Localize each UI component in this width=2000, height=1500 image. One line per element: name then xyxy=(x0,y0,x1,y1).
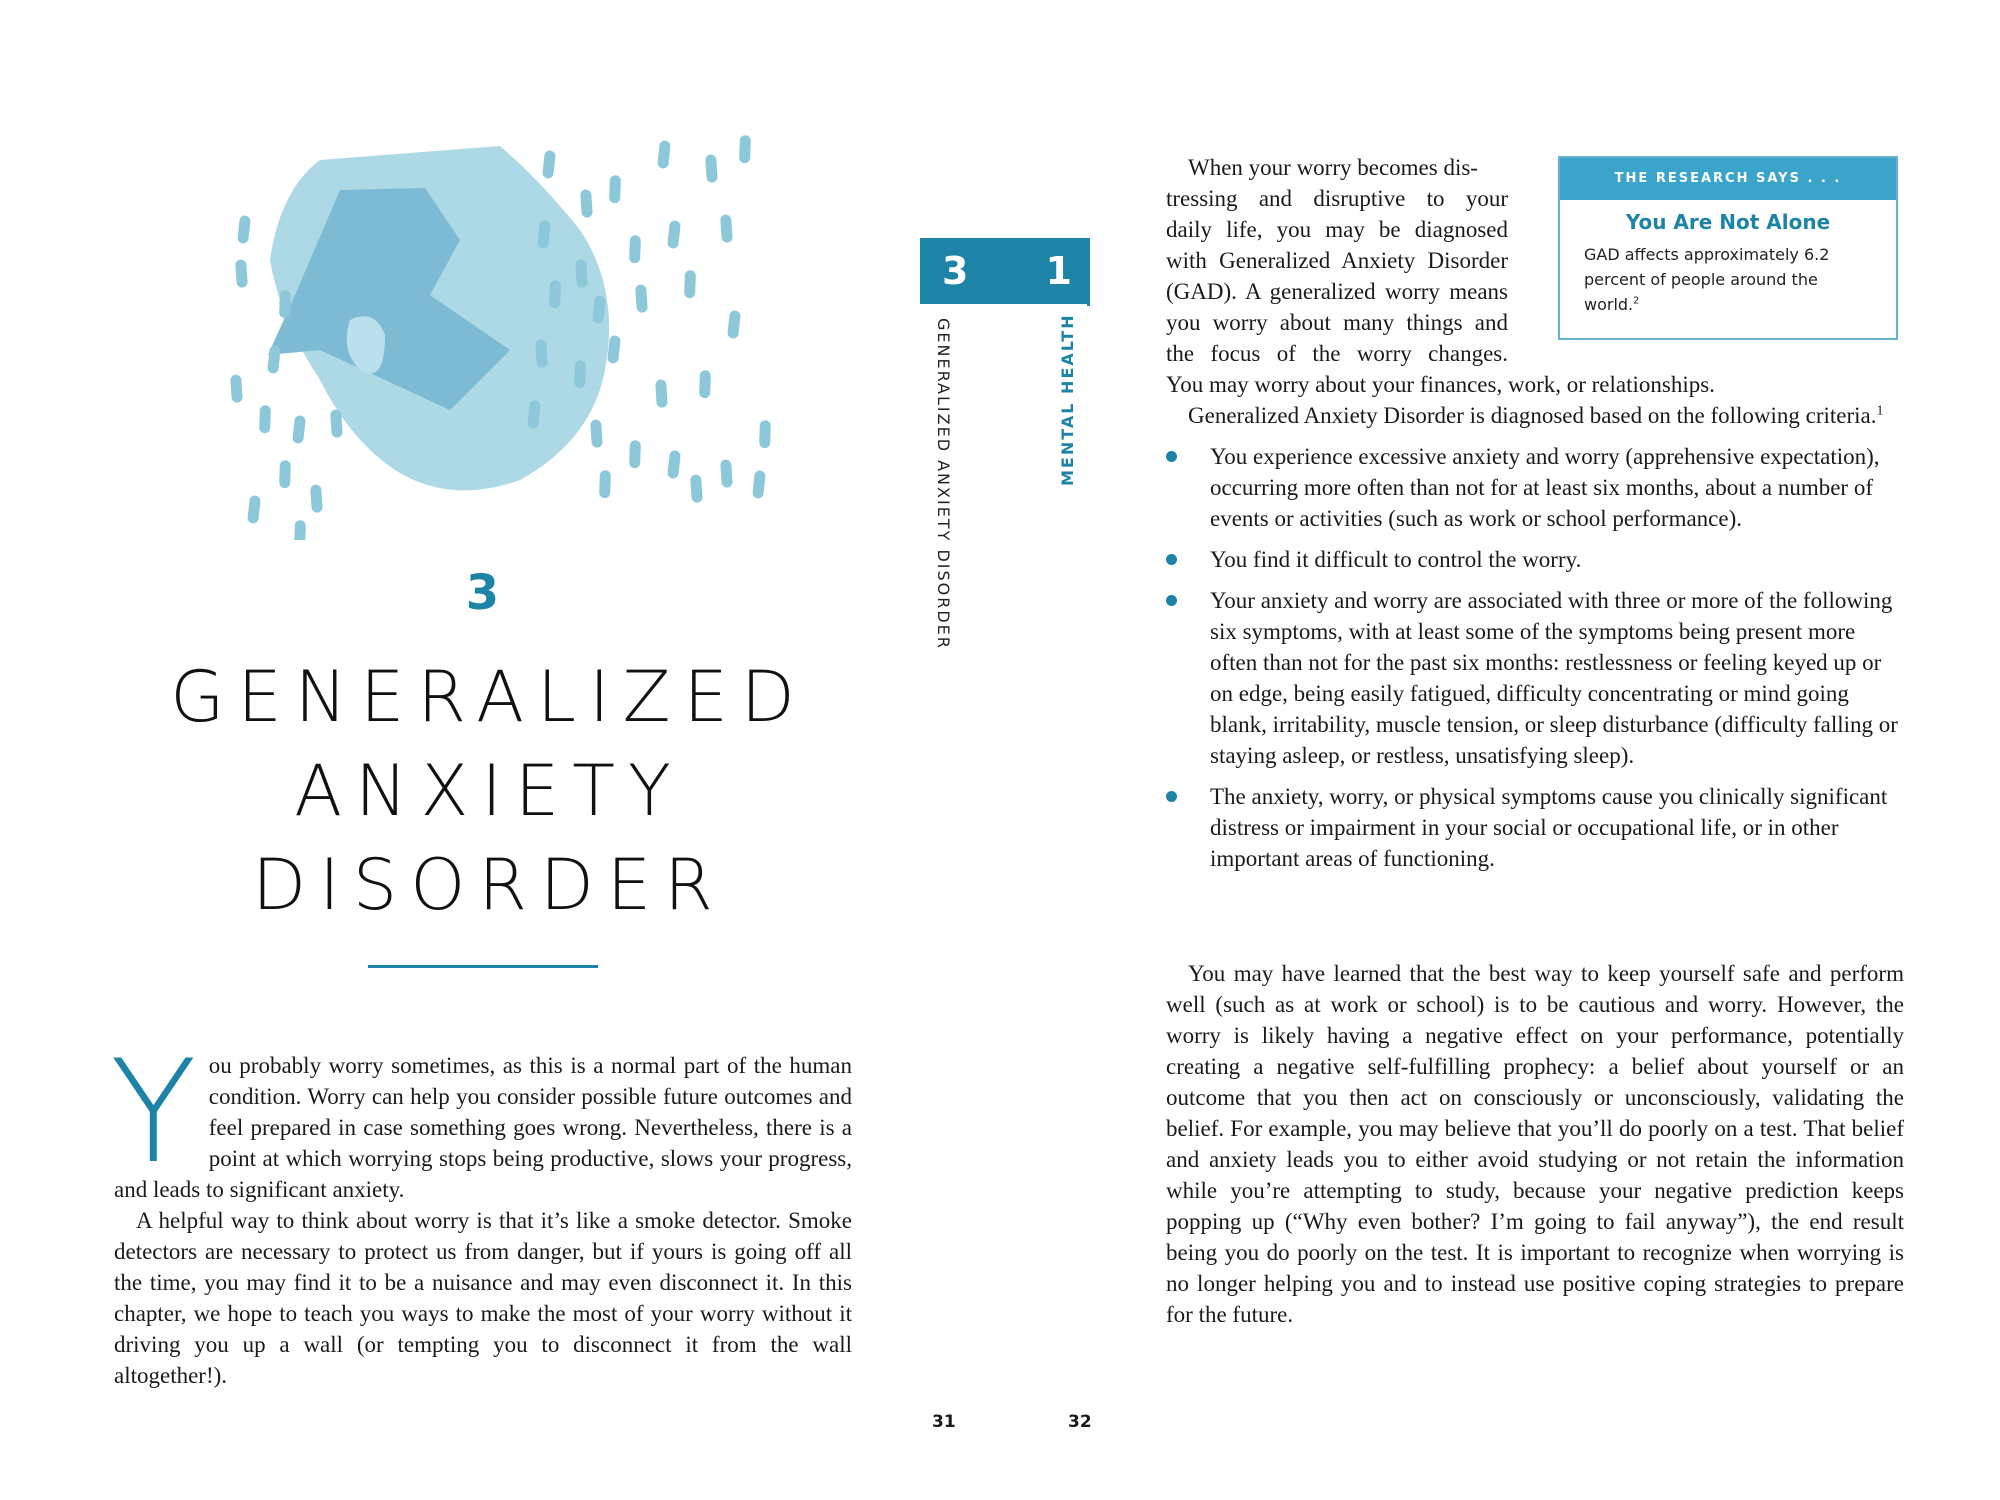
dash-mark xyxy=(752,470,766,499)
intro-text xyxy=(110,1030,852,1391)
criteria-text-1: You experience excessive anxiety and worry (apprehensive expectation), occurring more often than not for at least six months, about a number of events or activities (such as work or school performance). xyxy=(1210,444,1880,531)
dash-mark xyxy=(279,460,291,488)
criteria-text-2: You find it difficult to control the worry. xyxy=(1210,547,1582,572)
dash-mark xyxy=(667,450,681,479)
dash-mark xyxy=(609,175,621,203)
dash-mark xyxy=(310,484,323,513)
criteria-text-4: The anxiety, worry, or physical symptoms cause you clinically significant distress or impairment in your social or occupational life, or in other important areas of functioning. xyxy=(1210,784,1888,871)
criteria-footnote-ref: 1 xyxy=(1876,402,1884,418)
list-item xyxy=(1166,585,1904,771)
dash-mark xyxy=(237,215,251,244)
dash-mark xyxy=(542,150,556,179)
dash-mark xyxy=(590,419,603,448)
page-number-left: 31 xyxy=(932,1412,956,1432)
title-line-1: GENERALIZED xyxy=(170,656,808,738)
dash-mark xyxy=(739,135,751,163)
dash-mark xyxy=(267,345,281,374)
dash-mark xyxy=(230,374,243,403)
criteria-intro xyxy=(1166,400,1904,431)
sidebar-title: You Are Not Alone xyxy=(1625,210,1831,234)
intro-paragraph-2: A helpful way to think about worry is that it’s like a smoke detector. Smoke detectors are necessary to protect us from danger, but if yours is going off all the time, you may find it to be a nuisance and may even disconnect it. In this chapter, we hope to teach you ways to make the most of your worry without it driving you up a wall (or tempting you to disconnect it from the wall altogether!). xyxy=(114,1208,852,1388)
lead-tail: You may worry about your finances, work, or relationships. xyxy=(1166,372,1715,397)
section-tab-number: 1 xyxy=(1045,249,1072,293)
dash-mark xyxy=(690,474,703,503)
criteria-list xyxy=(1166,441,1904,874)
drop-cap: Y xyxy=(110,1030,197,1195)
closing-paragraph: You may have learned that the best way to keep yourself safe and perform well (such as at work or school) is to be cautious and worry. However, the worry is likely having a negative effect on your performance, potentially creating a negative self-fulfilling prophecy: a belief about yourself or an outcome that you then act on consciously or unconsciously, validating the belief. For example, you may believe that you’ll do poorly on a test. That belief and anxiety leads you to either avoid studying or not retain the information while you’re attempting to study, because your negative prediction keeps popping up (“Why even bother? I’m going to fail anyway”), the end result being you do poorly on the test. It is important to recognize when worrying is no longer helping you and to instead use positive coping strategies to prepare for the future. xyxy=(1166,961,1904,1327)
closing-text xyxy=(1166,958,1904,1330)
list-item xyxy=(1166,781,1904,874)
dash-mark xyxy=(294,520,306,540)
dash-mark xyxy=(667,220,681,249)
lead-line-5: (GAD). A generalized worry means xyxy=(1166,279,1508,304)
intro-paragraph-1 xyxy=(110,1030,852,1205)
lead-line-6: you worry about many things and xyxy=(1166,310,1508,335)
dash-mark xyxy=(657,140,671,169)
dash-mark xyxy=(599,470,611,498)
lead-line-2: tressing and disruptive to your xyxy=(1166,186,1508,211)
title-divider xyxy=(368,965,598,968)
dash-mark xyxy=(607,335,621,364)
title-line-2: ANXIETY xyxy=(294,750,684,832)
lead-line-7: the focus of the worry changes. xyxy=(1166,341,1508,366)
criteria-text-3: Your anxiety and worry are associated with three or more of the following six symptoms, with at least some of the symptoms being present more often than not for the past six months: restlessness or feeling keyed up or on edge, being easily fatigued, difficulty concentrating or mind going blank, irritability, muscle tension, or sleep disturbance (difficulty falling or staying asleep, or restless, unsatisfying sleep). xyxy=(1210,588,1898,768)
dash-mark xyxy=(727,310,741,339)
chapter-title xyxy=(0,650,965,932)
lead-line-3: daily life, you may be diagnosed xyxy=(1166,217,1508,242)
abstract-watercolor-illustration xyxy=(200,120,780,540)
chapter-number: 3 xyxy=(465,565,500,621)
sidebar-footnote-ref: 2 xyxy=(1633,295,1640,307)
dash-mark xyxy=(247,495,261,524)
dash-mark xyxy=(535,339,548,368)
bullet-icon xyxy=(1166,595,1177,606)
bullet-icon xyxy=(1166,554,1177,565)
dash-mark xyxy=(235,259,248,288)
dash-mark xyxy=(635,284,648,313)
lead-line-1: When your worry becomes dis- xyxy=(1188,155,1478,180)
dash-mark xyxy=(705,154,718,183)
research-sidebar xyxy=(1558,156,1898,340)
lead-line-4: with Generalized Anxiety Disorder xyxy=(1166,248,1508,273)
dash-mark xyxy=(259,405,271,433)
sidebar-header: THE RESEARCH SAYS . . . xyxy=(1560,158,1896,200)
dash-mark xyxy=(580,189,593,218)
dash-mark xyxy=(629,440,641,468)
section-tab-label: MENTAL HEALTH xyxy=(1058,313,1077,486)
page-number-right: 32 xyxy=(1068,1412,1092,1432)
list-item xyxy=(1166,544,1904,575)
section-tab-rule xyxy=(1087,300,1090,306)
dash-mark xyxy=(629,235,641,263)
dash-mark xyxy=(575,259,588,288)
bullet-icon xyxy=(1166,791,1177,802)
dash-mark xyxy=(720,214,733,243)
bullet-icon xyxy=(1166,451,1177,462)
dash-mark xyxy=(330,409,343,438)
dash-mark xyxy=(720,459,733,488)
criteria-intro-text: Generalized Anxiety Disorder is diagnosed based on the following criteria. xyxy=(1188,403,1877,428)
dash-mark xyxy=(684,270,696,298)
chapter-tab-label: GENERALIZED ANXIETY DISORDER xyxy=(934,318,953,650)
sidebar-body xyxy=(1560,234,1896,317)
dash-mark xyxy=(655,379,668,408)
dash-mark xyxy=(759,420,771,448)
lead-column xyxy=(1166,152,1508,369)
title-line-3: DISORDER xyxy=(252,844,726,926)
dash-mark xyxy=(549,280,561,308)
dash-mark xyxy=(292,415,306,444)
list-item xyxy=(1166,441,1904,534)
dash-mark xyxy=(574,360,586,388)
chapter-tab-number: 3 xyxy=(942,249,969,293)
section-tab xyxy=(1000,238,1090,304)
chapter-tab xyxy=(920,238,1000,304)
intro-paragraph-1-text: ou probably worry sometimes, as this is a normal part of the human condition. Worry can help you consider possible future outcomes and feel prepared in case something goes wrong. Nevertheless, there is a point at which worrying stops being productive, slows your progress, and leads to significant anxiety. xyxy=(114,1053,852,1202)
sidebar-body-text: GAD affects approximately 6.2 percent of people around the world. xyxy=(1584,245,1830,314)
dash-mark xyxy=(279,290,291,318)
dash-mark xyxy=(699,370,711,398)
